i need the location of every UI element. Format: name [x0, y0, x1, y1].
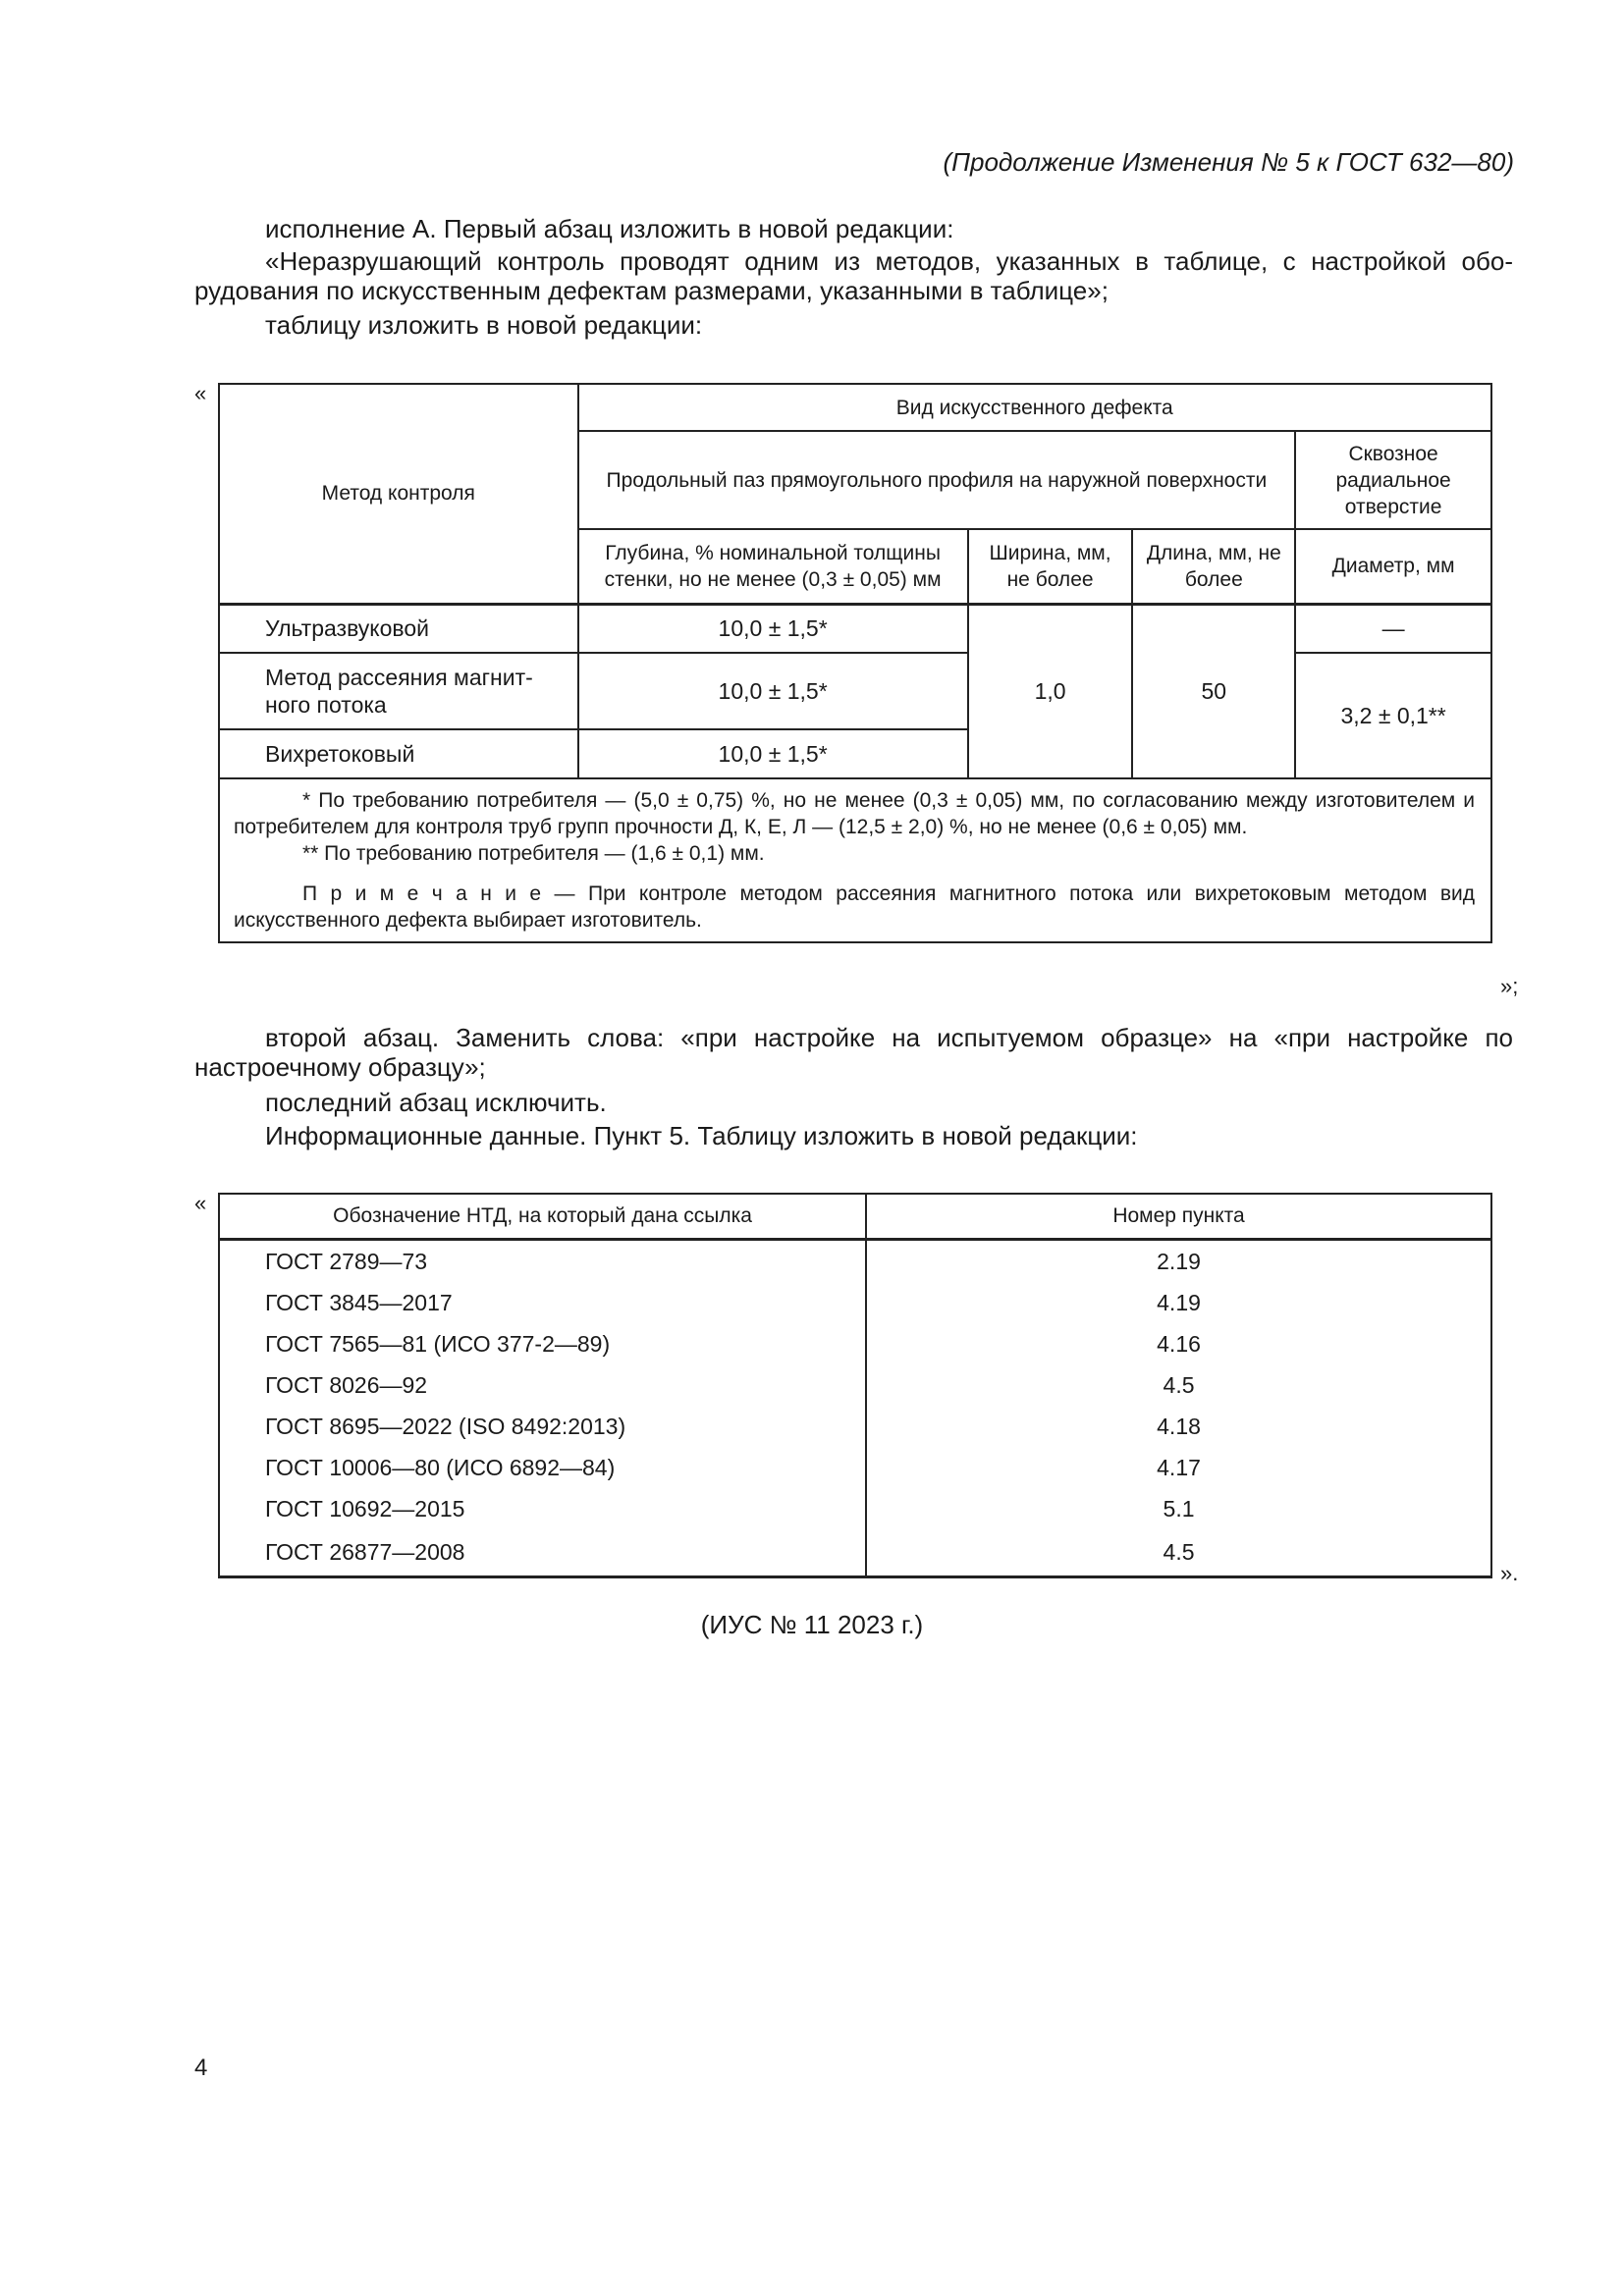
defect-table: [218, 383, 1492, 943]
item-cell: 4.17: [866, 1448, 1491, 1489]
close-quote: »;: [1500, 974, 1519, 998]
footnote: ** По требованию потребителя — (1,6 ± 0,1) мм.: [302, 842, 765, 865]
depth-header: Глубина, % номинальной толщины стенки, но не менее (0,3 ± 0,05) мм: [578, 529, 968, 604]
paragraph-text: последний абзац исключить.: [265, 1088, 607, 1117]
paragraph: [194, 310, 1513, 340]
open-quote: «: [194, 381, 207, 405]
method-cell: Метод рассеяния магнит-ного потока: [219, 653, 578, 729]
doc-cell: ГОСТ 8695—2022 (ISO 8492:2013): [219, 1407, 866, 1448]
width-value: 1,0: [968, 604, 1133, 778]
width-header: Ширина, мм, не более: [968, 529, 1133, 604]
item-cell: 4.5: [866, 1530, 1491, 1577]
doc-cell: ГОСТ 3845—2017: [219, 1283, 866, 1324]
depth-cell: 10,0 ± 1,5*: [578, 653, 968, 729]
paragraph-text: исполнение А. Первый абзац изложить в новой редакции:: [265, 214, 954, 243]
item-cell: 4.19: [866, 1283, 1491, 1324]
method-cell: Ультразвуковой: [219, 604, 578, 653]
item-cell: 4.5: [866, 1365, 1491, 1407]
page-header: (Продолжение Изменения № 5 к ГОСТ 632—80): [943, 147, 1514, 177]
paragraph-text: Информационные данные. Пункт 5. Таблицу изложить в новой редакции:: [265, 1121, 1138, 1150]
item-column-header: Номер пункта: [866, 1194, 1491, 1240]
references-table: [218, 1193, 1492, 1578]
item-cell: 4.16: [866, 1324, 1491, 1365]
paragraph: [194, 246, 1513, 305]
length-value: 50: [1132, 604, 1295, 778]
paragraph-text: второй абзац. Заменить слова: «при настройке на испытуемом образце» на «при настройке по настроечному образцу»;: [194, 1023, 1513, 1082]
depth-cell: 10,0 ± 1,5*: [578, 604, 968, 653]
close-quote: ».: [1500, 1561, 1519, 1585]
doc-cell: ГОСТ 7565—81 (ИСО 377-2—89): [219, 1324, 866, 1365]
doc-cell: ГОСТ 26877—2008: [219, 1530, 866, 1577]
hole-header: Сквозное радиальное отверстие: [1295, 431, 1491, 529]
paragraph-text: таблицу изложить в новой редакции:: [265, 310, 703, 340]
item-cell: 2.19: [866, 1240, 1491, 1283]
diameter-ultrasonic: —: [1295, 604, 1491, 653]
paragraph: [194, 1088, 1513, 1117]
doc-column-header: Обозначение НТД, на который дана ссылка: [219, 1194, 866, 1240]
groove-header: Продольный паз прямоугольного профиля на наружной поверхности: [578, 431, 1296, 529]
paragraph: [194, 1121, 1513, 1150]
doc-cell: ГОСТ 8026—92: [219, 1365, 866, 1407]
doc-cell: ГОСТ 10006—80 (ИСО 6892—84): [219, 1448, 866, 1489]
paragraph-text: «Неразрушающий контроль проводят одним из методов, указанных в таблице, с настройкой обо-рудования по искусственным дефектам размерами, указанными в таблице»;: [194, 246, 1513, 305]
doc-cell: ГОСТ 10692—2015: [219, 1489, 866, 1530]
paragraph: [194, 214, 1513, 243]
diameter-header: Диаметр, мм: [1295, 529, 1491, 604]
table-note: П р и м е ч а н и е — При контроле методом рассеяния магнитного потока или вихретоковым методом вид искусственного дефекта выбирает изготовитель.: [234, 882, 1475, 932]
paragraph: [194, 1023, 1513, 1082]
footnote: * По требованию потребителя — (5,0 ± 0,75) %, но не менее (0,3 ± 0,05) мм, по согласованию между изготовителем и потребителем для контроля труб групп прочности Д, К, Е, Л — (12,5 ± 2,0) %, но не менее (0,6 ± 0,05) мм.: [234, 789, 1475, 838]
diameter-other: 3,2 ± 0,1**: [1295, 653, 1491, 778]
item-cell: 4.18: [866, 1407, 1491, 1448]
method-header: Метод контроля: [219, 384, 578, 604]
open-quote: «: [194, 1191, 207, 1215]
length-header: Длина, мм, не более: [1132, 529, 1295, 604]
doc-cell: ГОСТ 2789—73: [219, 1240, 866, 1283]
page-number: 4: [194, 2055, 208, 2081]
footer-reference: (ИУС № 11 2023 г.): [700, 1610, 924, 1639]
table-notes: [219, 778, 1491, 942]
defect-type-header: Вид искусственного дефекта: [578, 384, 1491, 431]
method-cell: Вихретоковый: [219, 729, 578, 778]
depth-cell: 10,0 ± 1,5*: [578, 729, 968, 778]
item-cell: 5.1: [866, 1489, 1491, 1530]
